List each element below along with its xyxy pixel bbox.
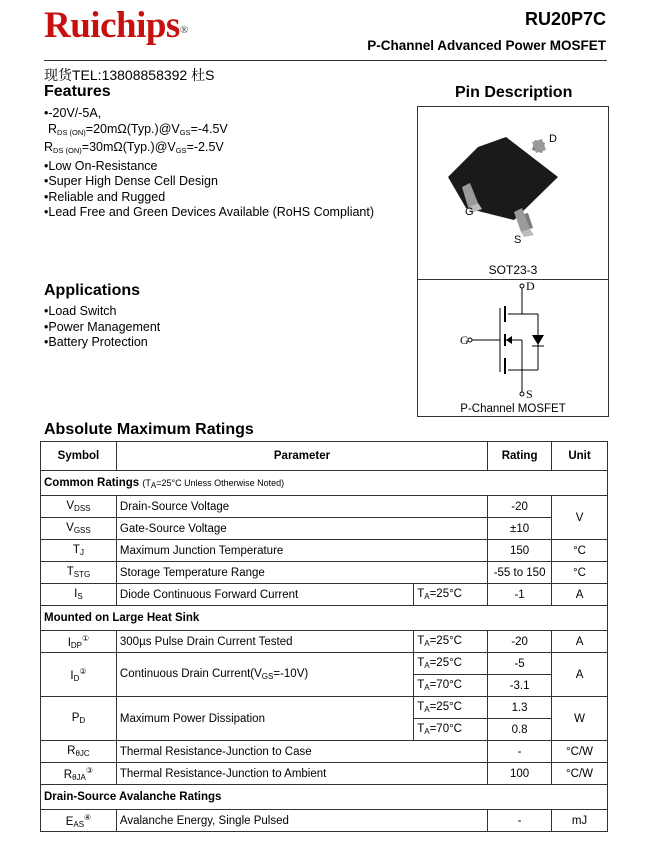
pin-s-label: S xyxy=(514,234,522,246)
applications-heading: Applications xyxy=(44,282,141,299)
feature-rds2: $R_{DS (ON)}=30m\Omega(Typ.)@V_{GS}=-2.5V$ xyxy=(44,140,224,155)
table-row: IS Diode Continuous Forward Current TA=25°C -1 A xyxy=(41,584,608,606)
absolute-maximum-ratings-table xyxy=(40,441,608,832)
pin-description-heading: Pin Description xyxy=(455,84,573,101)
features-heading: Features xyxy=(44,83,111,100)
table-row: TA=70°C 0.8 xyxy=(41,719,608,741)
symbol-g-label: G xyxy=(460,333,469,347)
col-unit: Unit xyxy=(552,442,608,471)
pin-g-label: G xyxy=(465,206,474,218)
pin-d-label: D xyxy=(549,133,557,145)
package-drawing-box xyxy=(417,106,609,280)
symbol-s-label: S xyxy=(526,387,533,401)
contact-line: 现货TEL:13808858392 杜S xyxy=(44,67,215,83)
table-row: VGSS Gate-Source Voltage ±10 xyxy=(41,518,608,540)
table-row: VDSS Drain-Source Voltage -20 V xyxy=(41,496,608,518)
p-channel-mosfet-symbol xyxy=(418,280,608,416)
table-row: IDP① 300µs Pulse Drain Current Tested TA=25°C -20 A xyxy=(41,631,608,653)
sot23-package-illustration xyxy=(418,107,608,279)
feature-rating: • -20V/-5A, xyxy=(44,106,374,122)
symbol-caption: P-Channel MOSFET xyxy=(460,403,566,415)
list-item: • Power Management xyxy=(44,320,160,336)
table-row: RθJA③ Thermal Resistance-Junction to Ambient 100 °C/W xyxy=(41,763,608,785)
list-item: • Lead Free and Green Devices Available (RoHS Compliant) xyxy=(44,205,374,221)
section-row-avalanche: Drain-Source Avalanche Ratings xyxy=(41,785,608,810)
list-item: • Super High Dense Cell Design xyxy=(44,174,374,190)
features-list xyxy=(44,106,374,221)
table-row: PD Maximum Power Dissipation TA=25°C 1.3 W xyxy=(41,697,608,719)
package-name: SOT23-3 xyxy=(488,263,538,277)
section-note: (TA=25°C Unless Otherwise Noted) xyxy=(142,477,285,490)
mosfet-symbol-box xyxy=(417,279,609,417)
section-row-heatsink: Mounted on Large Heat Sink xyxy=(41,606,608,631)
list-item: • Low On-Resistance xyxy=(44,159,374,175)
table-row: RθJC Thermal Resistance-Junction to Case - °C/W xyxy=(41,741,608,763)
document-subtitle: P-Channel Advanced Power MOSFET xyxy=(367,38,606,53)
col-parameter: Parameter xyxy=(116,442,487,471)
col-rating: Rating xyxy=(488,442,552,471)
symbol-d-label: D xyxy=(526,280,535,293)
list-item: • Battery Protection xyxy=(44,335,160,351)
table-header-row xyxy=(41,442,608,471)
part-number: RU20P7C xyxy=(524,9,606,29)
section-row-common xyxy=(41,471,608,496)
table-row: ID② Continuous Drain Current(VGS=-10V) TA=25°C -5 A xyxy=(41,653,608,675)
section-title: Common Ratings xyxy=(44,476,140,489)
table-row: TA=70°C -3.1 xyxy=(41,675,608,697)
company-logo: Ruichips® xyxy=(44,5,188,46)
ratings-heading: Absolute Maximum Ratings xyxy=(44,421,254,438)
applications-list xyxy=(44,304,160,351)
list-item: • Reliable and Rugged xyxy=(44,190,374,206)
table-row: EAS④ Avalanche Energy, Single Pulsed - mJ xyxy=(41,810,608,832)
list-item: • Load Switch xyxy=(44,304,160,320)
col-symbol: Symbol xyxy=(41,442,117,471)
header-divider xyxy=(44,60,607,61)
table-row: TSTG Storage Temperature Range -55 to 150 °C xyxy=(41,562,608,584)
feature-rds1: $R_{DS (ON)}=20m\Omega(Typ.)@V_{GS}=-4.5V$ xyxy=(48,121,228,137)
table-row: TJ Maximum Junction Temperature 150 °C xyxy=(41,540,608,562)
